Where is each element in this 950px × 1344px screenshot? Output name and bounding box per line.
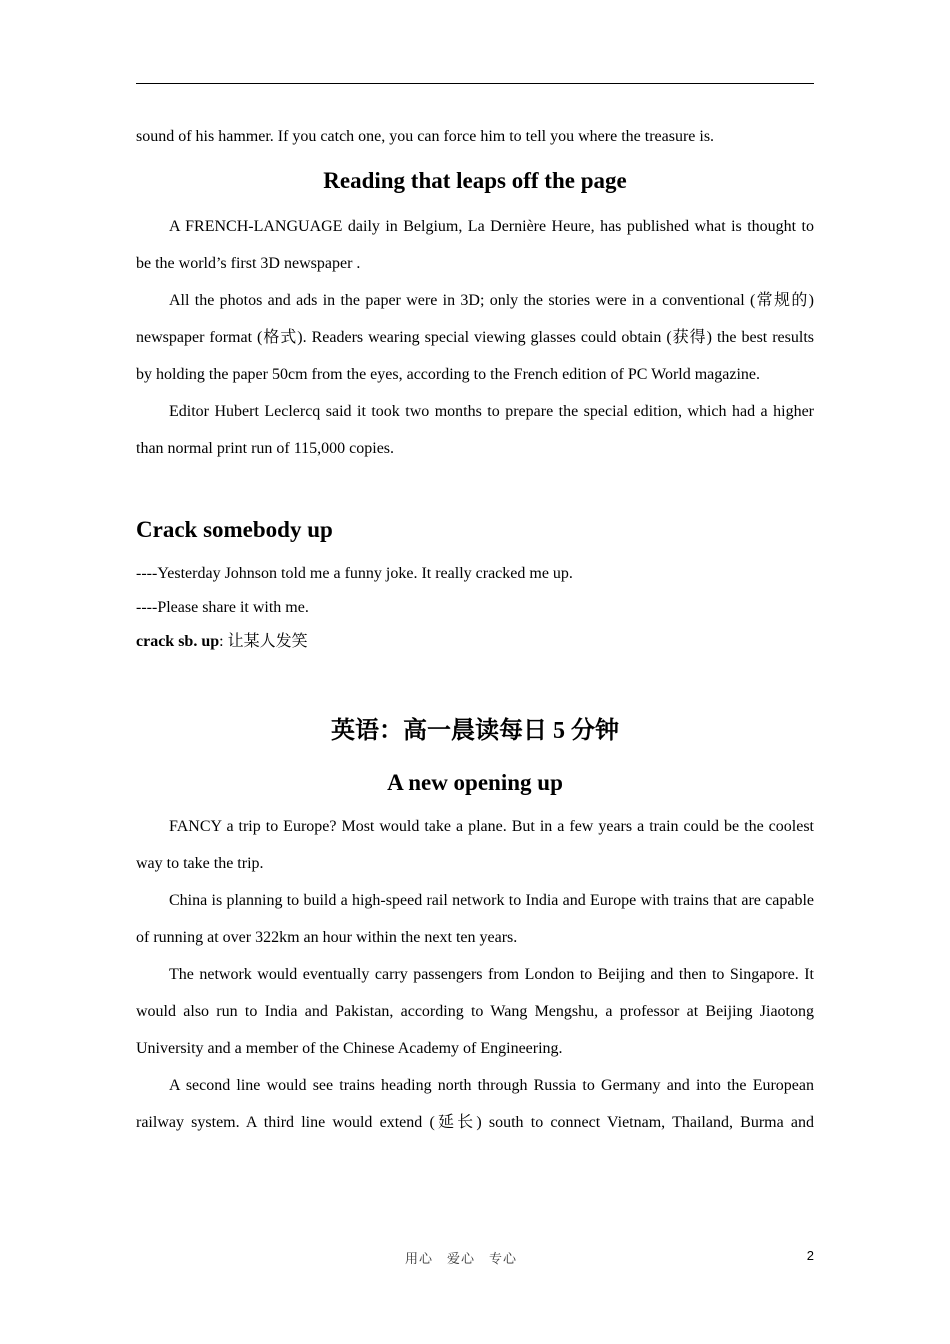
page-content [136, 118, 814, 1141]
intro-line: sound of his hammer. If you catch one, you can force him to tell you where the treasure is. [136, 128, 715, 145]
phrase-term: crack sb. up [136, 633, 220, 650]
footer-motto: 用心 爱心 专心 [404, 1252, 517, 1267]
article1-paragraph: All the photos and ads in the paper were in 3D; only the stories were in a conventional (常规的) newspaper format (格式). Readers wearing special viewing glasses could obtain (获得) the best results by holding the paper 50cm from the eyes, according to the French edition of PC World magazine. [136, 292, 814, 383]
article1-title: Reading that leaps off the page [323, 168, 627, 193]
phrase-title: Crack somebody up [136, 517, 333, 542]
header-rule [136, 83, 814, 84]
article2-paragraph: A second line would see trains heading north through Russia to Germany and into the European railway system. A third line would extend (延长) south to connect Vietnam, Thailand, Burma and [136, 1077, 814, 1131]
article2-paragraph: The network would eventually carry passengers from London to Beijing and then to Singapore. It would also run to India and Pakistan, according to Wang Mengshu, a professor at Beijing Jiaotong University and a member of the Chinese Academy of Engineering. [136, 966, 814, 1057]
dialog-line: ----Yesterday Johnson told me a funny joke. It really cracked me up. [136, 565, 573, 582]
dialog-line: ----Please share it with me. [136, 599, 309, 616]
article2-title: A new opening up [387, 770, 563, 795]
article1-paragraph: A FRENCH-LANGUAGE daily in Belgium, La Dernière Heure, has published what is thought to be the world’s first 3D newspaper . [136, 218, 814, 272]
phrase-definition [136, 625, 814, 659]
phrase-meaning: : 让某人发笑 [219, 633, 308, 650]
section-title: 英语：高一晨读每日 5 分钟 [331, 718, 619, 744]
article2-paragraph: FANCY a trip to Europe? Most would take a plane. But in a few years a train could be the coolest way to take the trip. [136, 818, 814, 872]
article2-paragraph: China is planning to build a high-speed rail network to India and Europe with trains that are capable of running at over 322km an hour within the next ten years. [136, 892, 814, 946]
page-number: 2 [806, 1248, 814, 1263]
article1-paragraph: Editor Hubert Leclercq said it took two months to prepare the special edition, which had a higher than normal print run of 115,000 copies. [136, 403, 814, 457]
